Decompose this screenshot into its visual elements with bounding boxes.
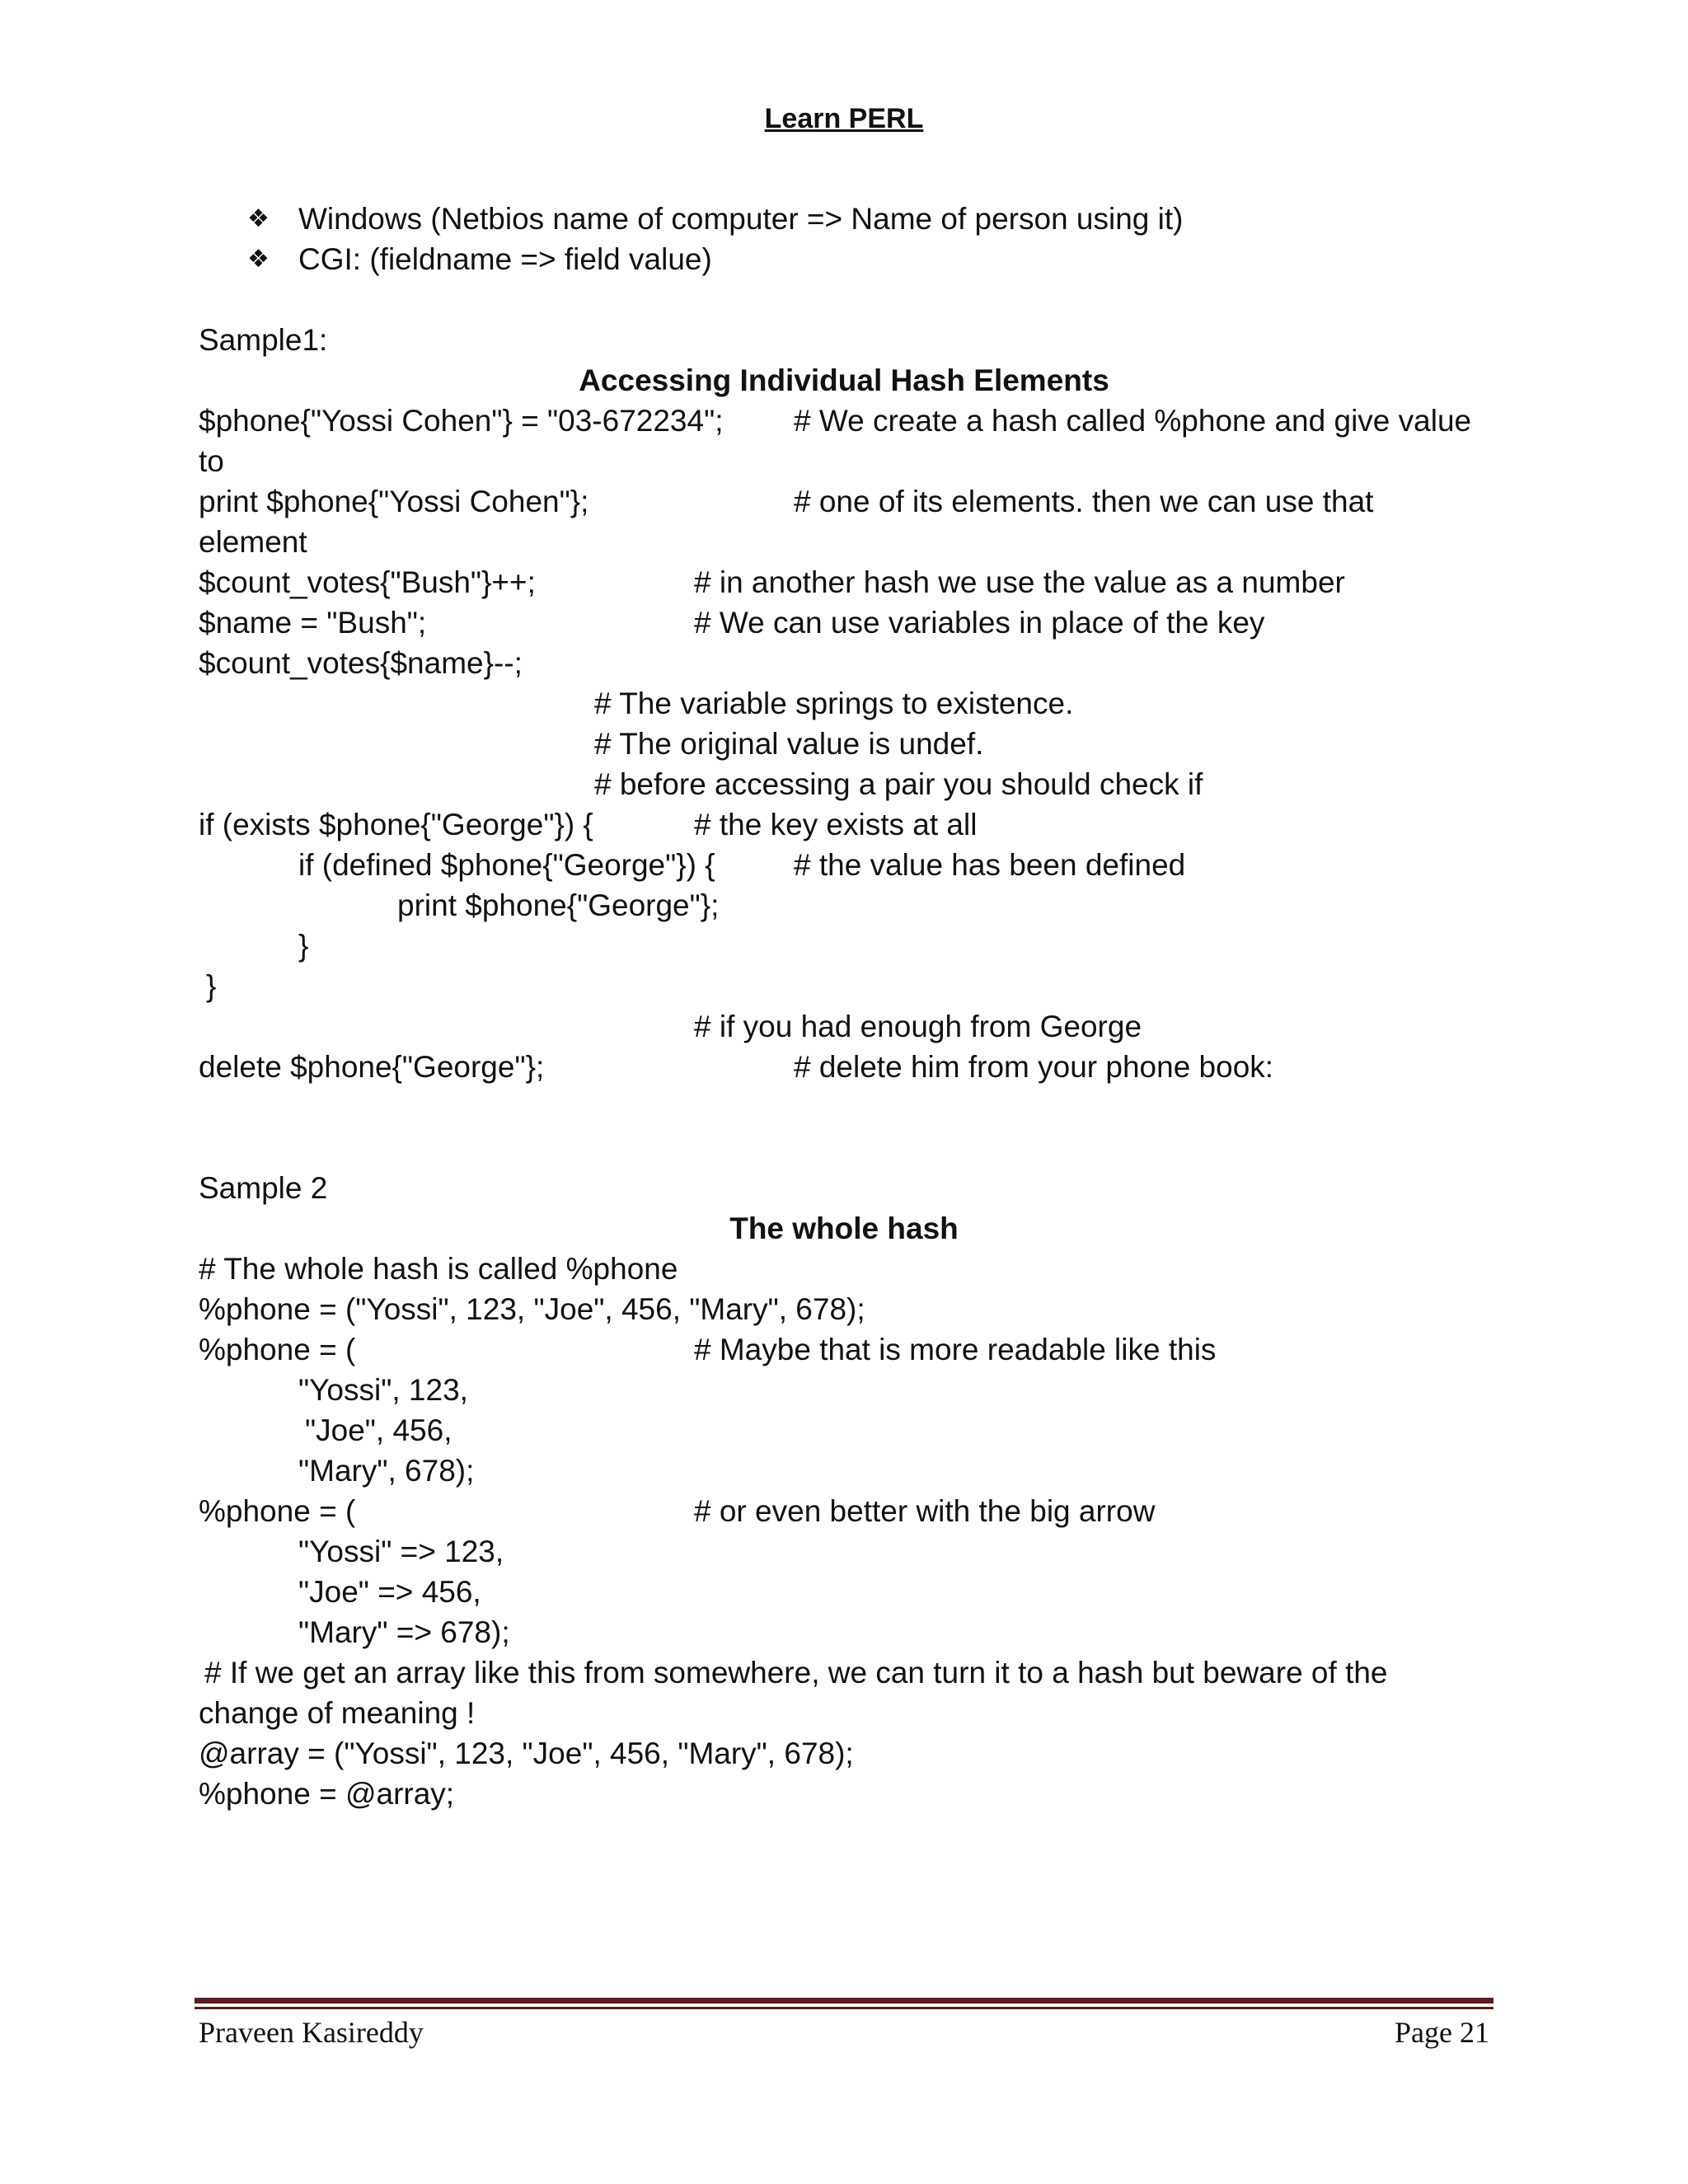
footer-rule	[195, 1998, 1493, 2004]
code-comment: # one of its elements. then we can use that	[794, 485, 1374, 518]
code-line: "Mary" => 678);	[298, 1615, 510, 1649]
code-comment: # delete him from your phone book:	[794, 1050, 1274, 1084]
code-line: to	[199, 444, 224, 478]
code-line: "Yossi", 123,	[298, 1373, 468, 1407]
bullet-item: Windows (Netbios name of computer => Name of person using it)	[298, 202, 1184, 236]
code-line: $count_votes{"Bush"}++;	[199, 565, 536, 599]
code-comment: # or even better with the big arrow	[694, 1494, 1156, 1528]
code-line: if (exists $phone{"George"}) {	[199, 808, 593, 841]
code-comment: # We can use variables in place of the key	[694, 606, 1265, 640]
code-line: %phone = @array;	[199, 1777, 455, 1811]
code-comment: # the value has been defined	[794, 848, 1186, 882]
diamond-bullet-icon: ❖	[247, 205, 270, 232]
code-line: %phone = (	[199, 1333, 356, 1366]
code-line: @array = ("Yossi", 123, "Joe", 456, "Mary", 678);	[199, 1736, 854, 1770]
code-comment: # Maybe that is more readable like this	[694, 1333, 1217, 1366]
code-line: "Joe" => 456,	[298, 1575, 481, 1609]
code-line: %phone = (	[199, 1494, 356, 1528]
footer-page-number: Page 21	[1395, 2016, 1489, 2049]
code-line: print $phone{"Yossi Cohen"};	[199, 485, 589, 518]
code-line: print $phone{"George"};	[397, 888, 720, 922]
code-line: "Yossi" => 123,	[298, 1535, 504, 1568]
code-comment: # The variable springs to existence.	[594, 687, 1074, 720]
code-comment: # before accessing a pair you should check if	[594, 767, 1203, 801]
code-line: $count_votes{$name}--;	[199, 646, 523, 680]
diamond-bullet-icon: ❖	[247, 246, 270, 273]
code-comment: # the key exists at all	[694, 808, 978, 841]
code-comment: # We create a hash called %phone and give value	[794, 404, 1472, 438]
code-line: $name = "Bush";	[199, 606, 427, 640]
code-line: # The whole hash is called %phone	[199, 1252, 678, 1286]
sample2-heading: The whole hash	[729, 1212, 959, 1245]
code-line: }	[206, 969, 217, 1003]
sample1-label: Sample1:	[199, 323, 328, 357]
code-comment: # If we get an array like this from somewhere, we can turn it to a hash but beware of the	[204, 1656, 1388, 1690]
sample1-heading: Accessing Individual Hash Elements	[579, 363, 1109, 397]
sample2-label: Sample 2	[199, 1171, 328, 1205]
code-line: element	[199, 525, 307, 559]
code-comment: # in another hash we use the value as a number	[694, 565, 1345, 599]
code-comment: # The original value is undef.	[594, 727, 984, 761]
footer-author: Praveen Kasireddy	[199, 2016, 424, 2049]
code-line: "Mary", 678);	[298, 1454, 475, 1488]
page-title: Learn PERL	[764, 103, 924, 134]
code-line: "Joe", 456,	[305, 1413, 452, 1447]
footer-rule-thin	[195, 2007, 1493, 2009]
code-line: }	[298, 929, 309, 963]
code-comment: # if you had enough from George	[694, 1010, 1142, 1043]
code-line: $phone{"Yossi Cohen"} = "03-672234";	[199, 404, 724, 438]
bullet-item: CGI: (fieldname => field value)	[298, 242, 712, 276]
code-line: change of meaning !	[199, 1696, 476, 1730]
code-line: %phone = ("Yossi", 123, "Joe", 456, "Mary", 678);	[199, 1292, 865, 1326]
code-line: if (defined $phone{"George"}) {	[298, 848, 715, 882]
code-line: delete $phone{"George"};	[199, 1050, 545, 1084]
